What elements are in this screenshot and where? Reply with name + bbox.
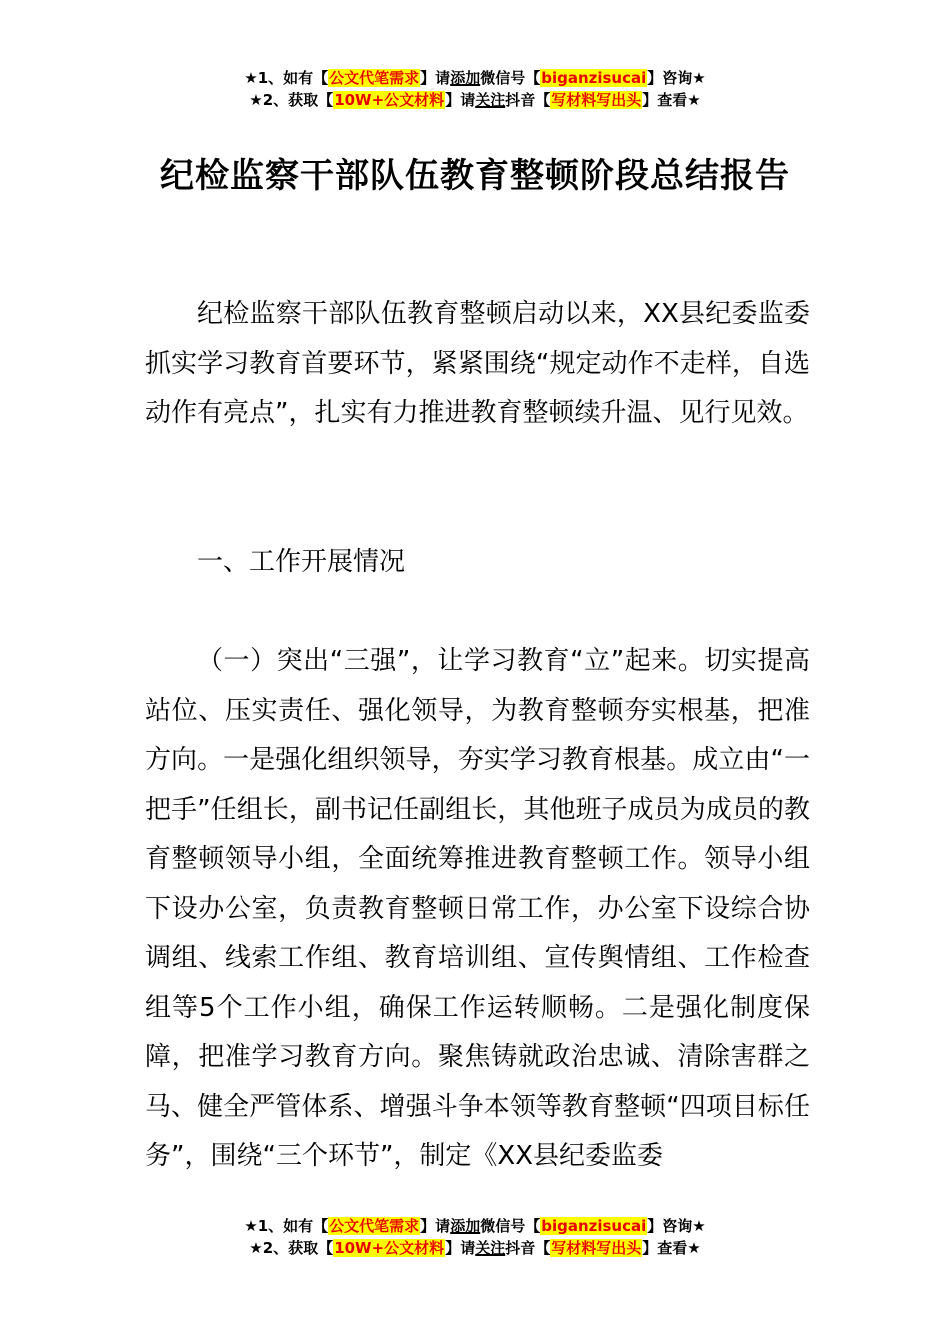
banner-text: 】咨询★: [647, 1217, 706, 1235]
banner-highlight: 写材料写出头: [551, 1239, 642, 1257]
banner-underline: 添加: [450, 1217, 481, 1235]
banner-text: 】请: [445, 1239, 476, 1257]
banner-text: 抖音【: [505, 1239, 551, 1257]
document-title: 纪检监察干部队伍教育整顿阶段总结报告: [160, 156, 790, 196]
body-paragraph: （一）突出“三强”，让学习教育“立”起来。切实提高站位、压实责任、强化领导，为教育整顿夯实根基，把准方向。一是强化组织领导，夯实学习教育根基。成立由“一把手”任组长，副书记任副组长，其他班子成员为成员的教育整顿领导小组，全面统筹推进教育整顿工作。领导小组下设办公室，负责教育整顿日常工作，办公室下设综合协调组、线索工作组、教育培训组、宣传舆情组、工作检查组等5个工作小组，确保工作运转顺畅。二是强化制度保障，把准学习教育方向。聚焦铸就政治忠诚、清除害群之马、健全严管体系、增强斗争本领等教育整顿“四项目标任务”，围绕“三个环节”，制定《XX县纪委监委: [145, 646, 810, 1171]
banner-text: ★2、获取【: [249, 91, 334, 109]
banner-text: ★2、获取【: [249, 1239, 334, 1257]
section-heading: 一、工作开展情况: [197, 547, 406, 577]
banner-text: 】请: [445, 91, 476, 109]
banner-text: 】请: [420, 69, 451, 87]
banner-highlight: 10W+公文材料: [334, 91, 445, 109]
banner-highlight: biganzisucai: [541, 69, 647, 87]
intro-paragraph-block: [145, 290, 810, 439]
banner-highlight: biganzisucai: [541, 1217, 647, 1235]
top-banner: [0, 67, 950, 111]
intro-paragraph: 纪检监察干部队伍教育整顿启动以来，XX县纪委监委抓实学习教育首要环节，紧紧围绕“规定动作不走样，自选动作有亮点”，扎实有力推进教育整顿续升温、见行见效。: [145, 299, 810, 428]
banner-text: 】请: [420, 1217, 451, 1235]
banner-line-2: [0, 1237, 950, 1259]
banner-highlight: 公文代笔需求: [329, 69, 420, 87]
banner-highlight: 公文代笔需求: [329, 1217, 420, 1235]
banner-text: 微信号【: [480, 1217, 541, 1235]
banner-highlight: 10W+公文材料: [334, 1239, 445, 1257]
banner-line-2: [0, 89, 950, 111]
banner-underline: 关注: [475, 91, 506, 109]
banner-text: 抖音【: [505, 91, 551, 109]
body-paragraph-block: [145, 637, 810, 1182]
banner-text: ★1、如有【: [244, 69, 329, 87]
banner-text: 】查看★: [642, 1239, 701, 1257]
banner-text: ★1、如有【: [244, 1217, 329, 1235]
bottom-banner: [0, 1215, 950, 1259]
section-heading-block: [145, 538, 810, 588]
banner-highlight: 写材料写出头: [551, 91, 642, 109]
banner-underline: 添加: [450, 69, 481, 87]
banner-underline: 关注: [475, 1239, 506, 1257]
banner-line-1: [0, 67, 950, 89]
banner-line-1: [0, 1215, 950, 1237]
banner-text: 】咨询★: [647, 69, 706, 87]
banner-text: 】查看★: [642, 91, 701, 109]
banner-text: 微信号【: [480, 69, 541, 87]
